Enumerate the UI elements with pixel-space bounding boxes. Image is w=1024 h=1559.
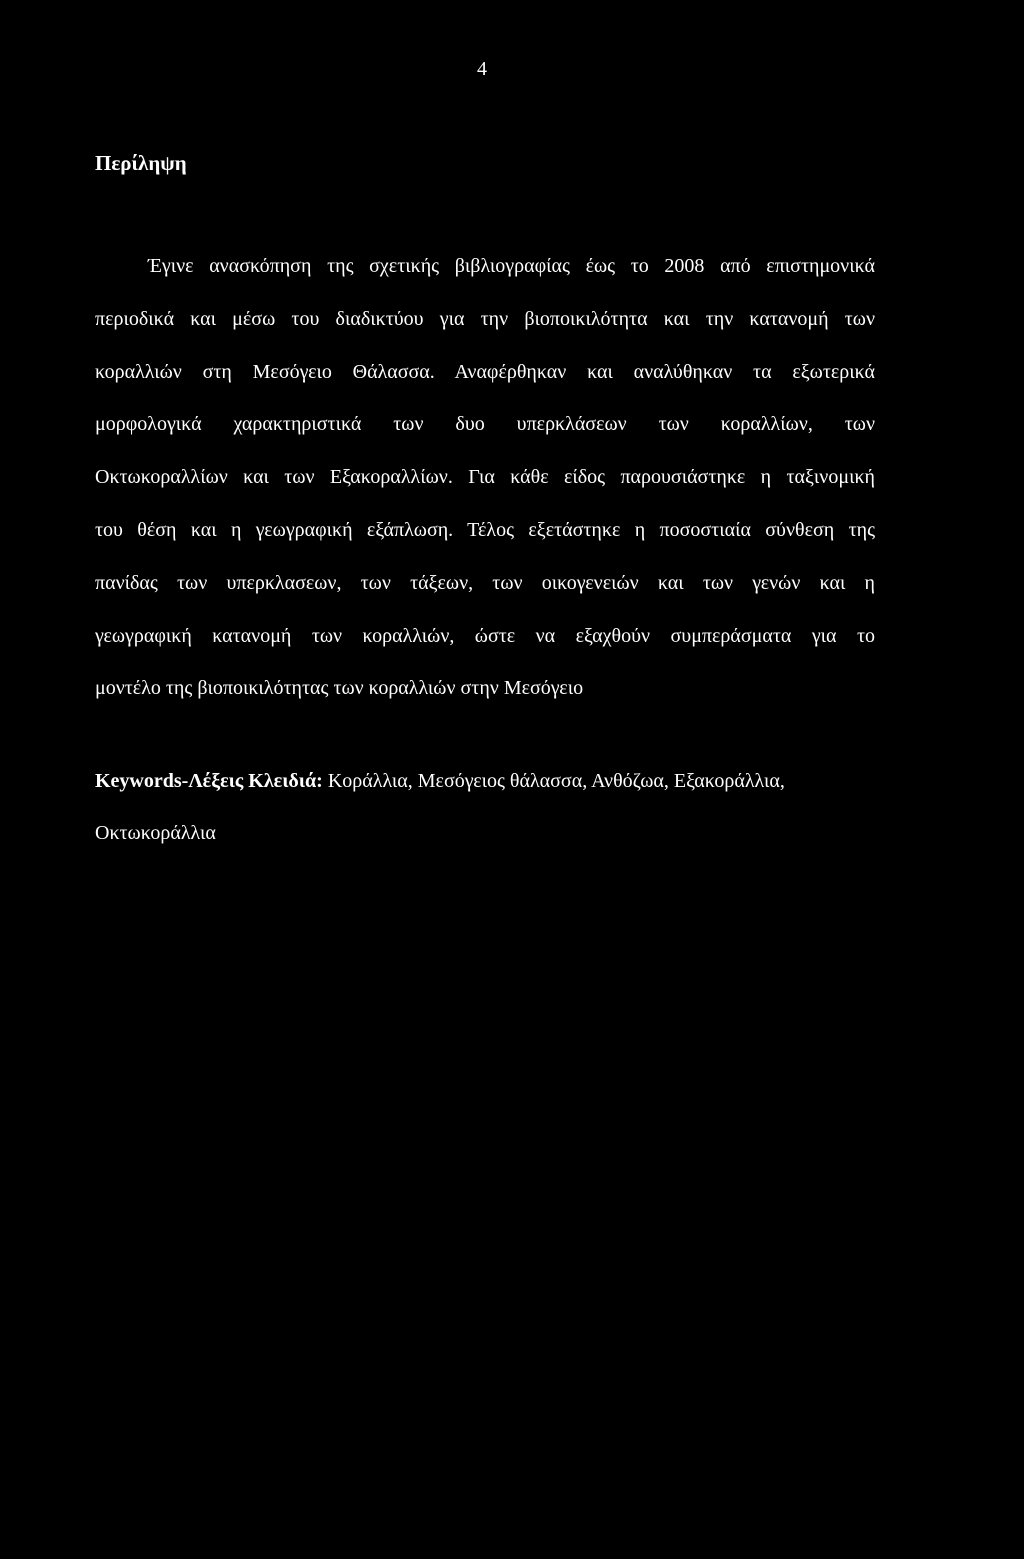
abstract-line: γεωγραφική κατανομή των κοραλλιών, ώστε να εξαχθούν συμπεράσματα για το	[95, 624, 875, 647]
abstract-line: κοραλλιών στη Μεσόγειο Θάλασσα. Αναφέρθηκαν και αναλύθηκαν τα εξωτερικά	[95, 360, 875, 383]
abstract-line: πανίδας των υπερκλασεων, των τάξεων, των οικογενειών και των γενών και η	[95, 571, 875, 594]
abstract-body	[95, 250, 875, 725]
keywords-line-continued: Οκτωκοράλλια	[95, 822, 216, 844]
abstract-heading: Περίληψη	[95, 151, 187, 175]
keywords-section	[95, 765, 875, 869]
abstract-line: μορφολογικά χαρακτηριστικά των δυο υπερκλάσεων των κοραλλίων, των	[95, 413, 875, 436]
abstract-line: μοντέλο της βιοποικιλότητας των κοραλλιών στην Μεσόγειο	[95, 677, 584, 700]
abstract-line: περιοδικά και μέσω του διαδικτύου για την βιοποικιλότητα και την κατανομή των	[95, 307, 875, 330]
abstract-line: Έγινε ανασκόπηση της σχετικής βιβλιογραφίας έως το 2008 από επιστημονικά	[148, 255, 875, 277]
keywords-line	[95, 765, 875, 817]
keywords-values: Κοράλλια, Μεσόγειος θάλασσα, Ανθόζωα, Εξακοράλλια,	[327, 770, 785, 792]
abstract-line: Οκτωκοραλλίων και των Εξακοραλλίων. Για κάθε είδος παρουσιάστηκε η ταξινομική	[95, 466, 875, 489]
abstract-line: του θέση και η γεωγραφική εξάπλωση. Τέλος εξετάστηκε η ποσοστιαία σύνθεση της	[95, 518, 875, 541]
page-number: 4	[477, 58, 487, 80]
keywords-label: Keywords-Λέξεις Κλειδιά:	[95, 770, 323, 792]
